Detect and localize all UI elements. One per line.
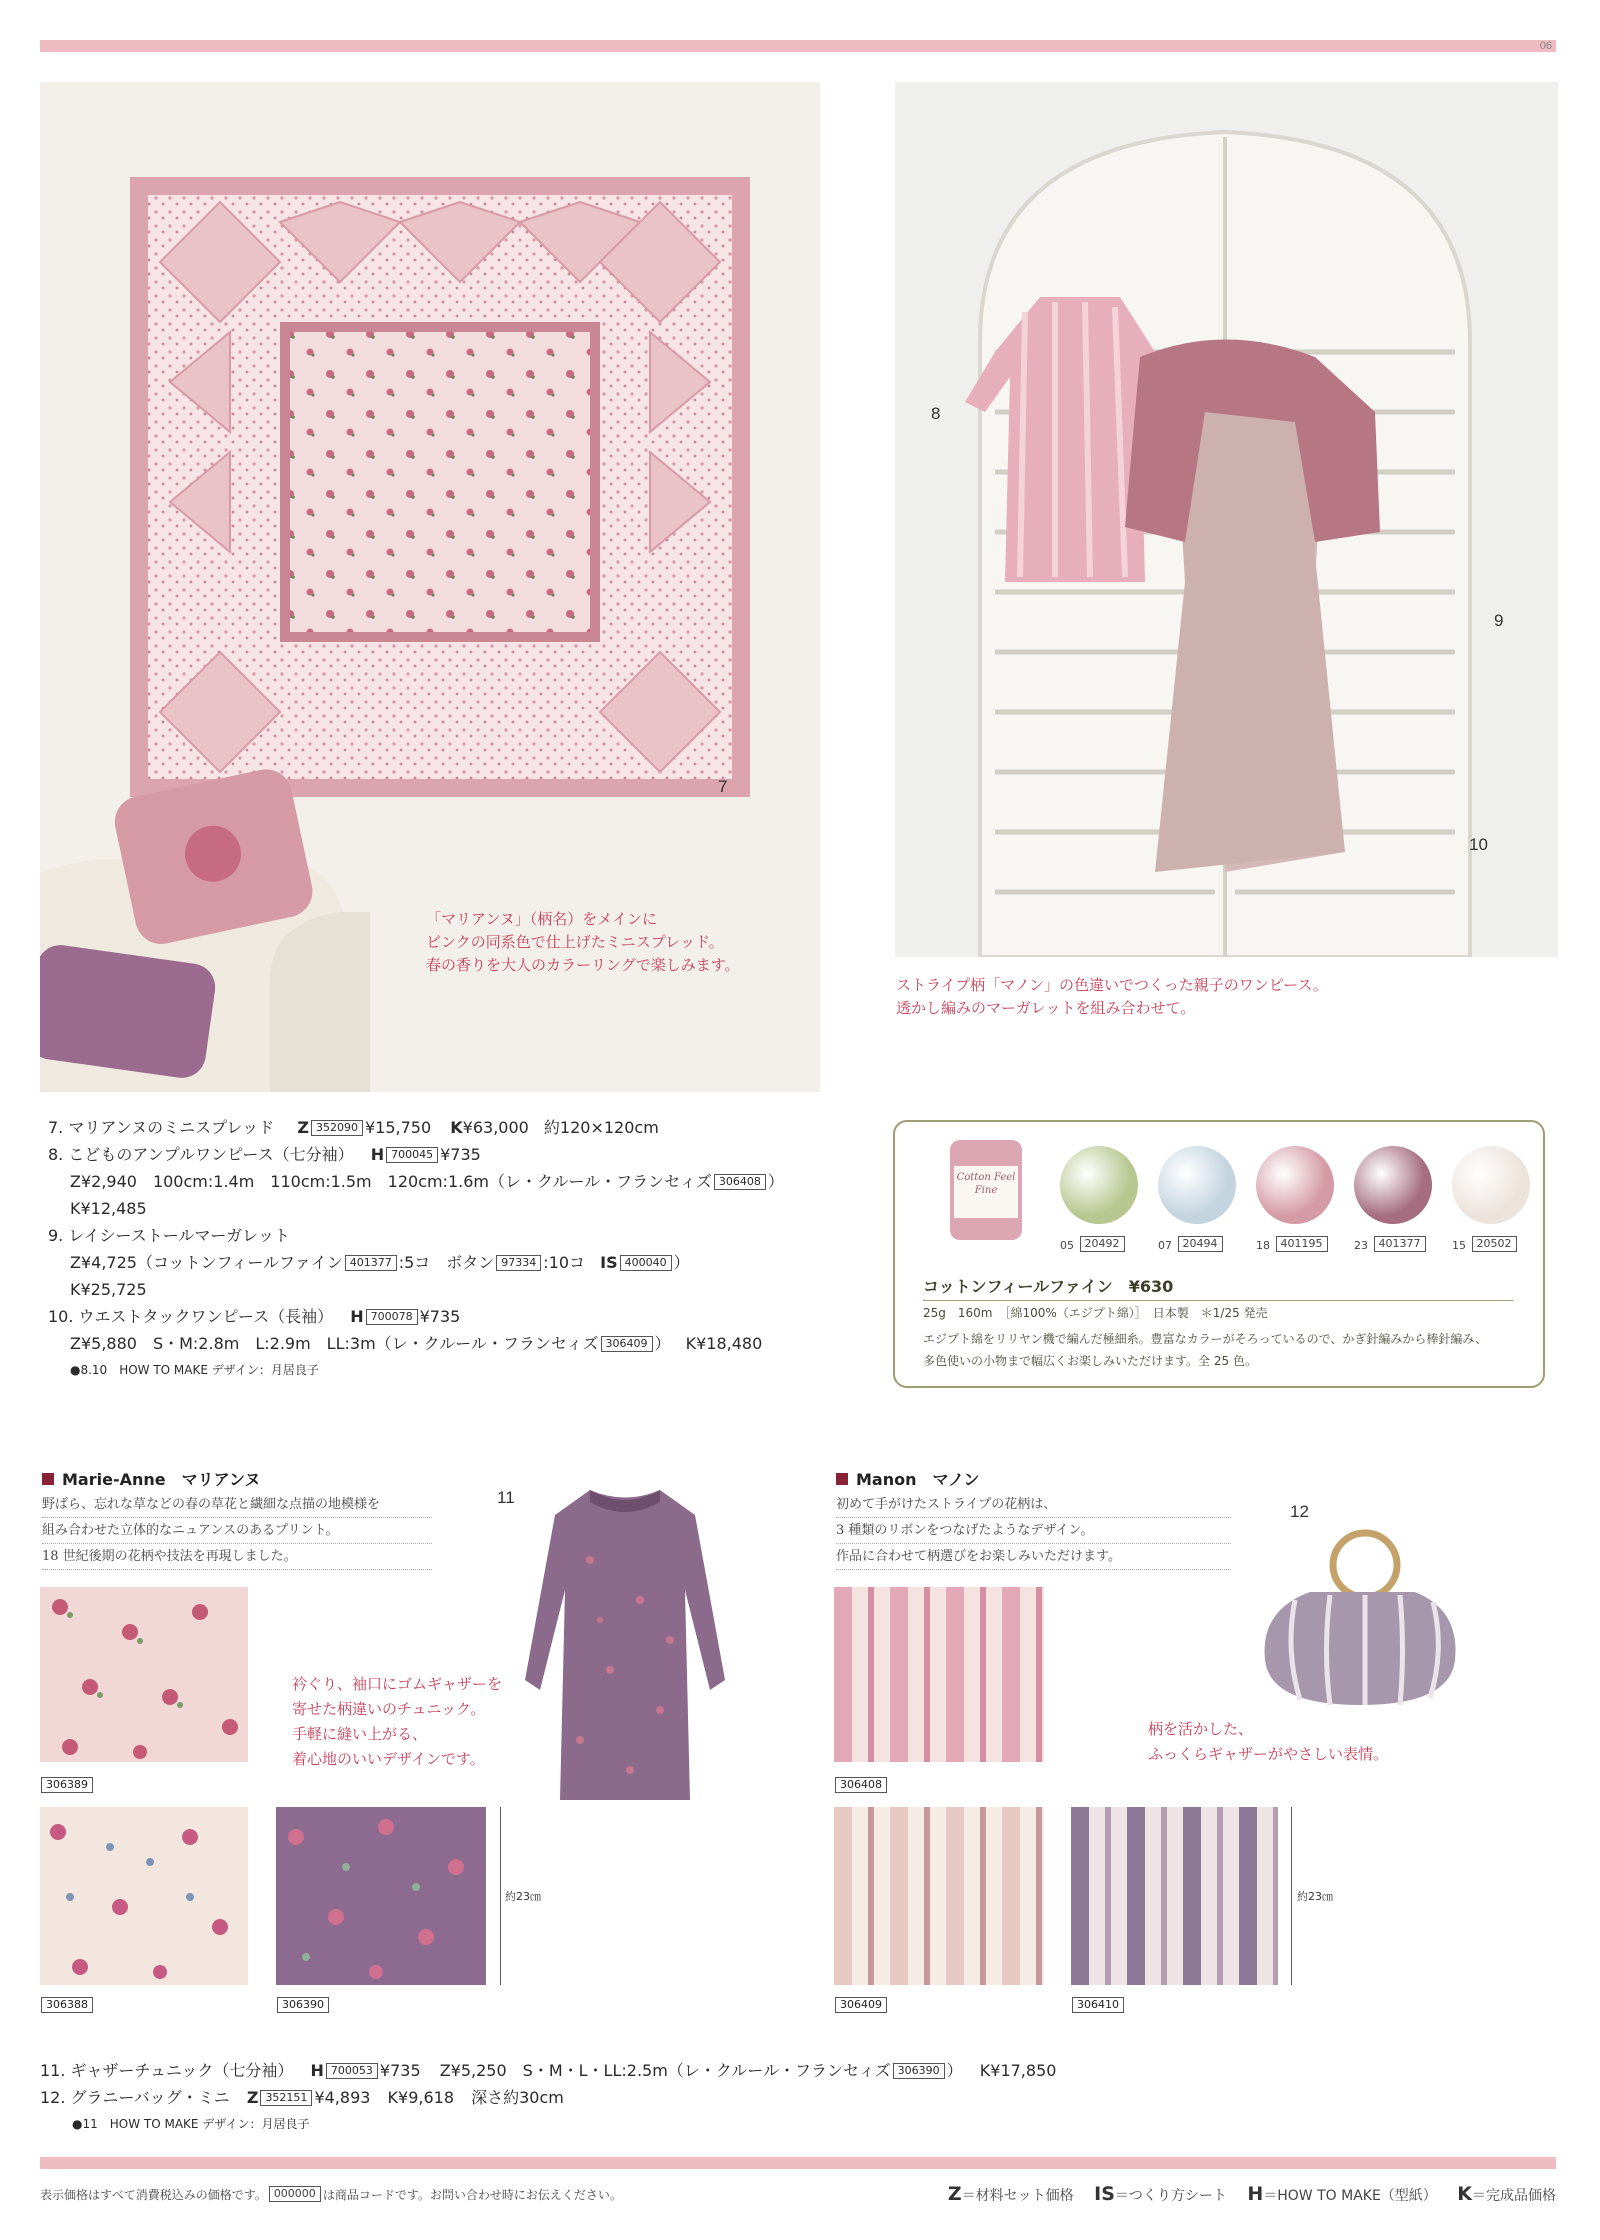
fabric-swatch-306388 — [40, 1807, 248, 1985]
yarn-spec: 25g 160m ［綿100%（エジプト綿）］ 日本製 ＊1/25 発売 — [923, 1306, 1268, 1320]
product-10-detail: Z¥5,880 S・M:2.8m L:2.9m LL:3m（レ・クルール・フランセィズ 306409 ） K¥18,480 — [70, 1334, 763, 1353]
product-12: 12. グラニーバッグ・ミニ Z 352151 ¥4,893 K¥9,618 深さ約30cm — [40, 2088, 564, 2107]
bag-illustration — [1255, 1520, 1460, 1715]
swatch-code-306410: 306410 — [1072, 1997, 1124, 2013]
product-list-bottom — [40, 2057, 1240, 2138]
product-8-price: K¥12,485 — [70, 1199, 147, 1218]
product-11: 11. ギャザーチュニック（七分袖） H 700053 ¥735 Z¥5,250 S・M・L・LL:2.5m（レ・クルール・フランセィズ 306390 ） K¥17,850 — [40, 2061, 1057, 2080]
yarn-code-07: 07 20494 — [1158, 1236, 1225, 1252]
yarn-code-23: 23 401377 — [1354, 1236, 1428, 1252]
top-accent-bar — [40, 40, 1556, 52]
tunic-illustration — [520, 1470, 730, 1805]
item-number-12: 12 — [1290, 1502, 1309, 1521]
dimension-line — [1291, 1807, 1292, 1985]
photo-number-8: 8 — [931, 404, 941, 423]
swatch-code-306388: 306388 — [41, 1997, 93, 2013]
manon-description: 初めて手がけたストライプの花柄は、 3 種類のリボンをつなげたようなデザイン。 作品に合わせて柄選びをお楽しみいただけます。 — [836, 1492, 1231, 1570]
product-8-detail: Z¥2,940 100cm:1.4m 110cm:1.5m 120cm:1.6m（レ・クルール・フランセィズ 306408 ） — [70, 1172, 784, 1191]
manon-heading: Manon マノン — [836, 1467, 979, 1490]
product-8: 8. こどものアンプルワンピース（七分袖） H 700045 ¥735 — [48, 1145, 481, 1164]
swatch-code-306389: 306389 — [41, 1777, 93, 1793]
bottom-accent-bar — [40, 2157, 1556, 2169]
fabric-swatch-306409 — [834, 1807, 1044, 1985]
tunic-caption: 衿ぐり、袖口にゴムギャザーを 寄せた柄違いのチュニック。 手軽に縫い上がる、 着心地のいいデザインです。 — [292, 1675, 503, 1768]
item-number-11: 11 — [497, 1488, 515, 1507]
quilt-caption: 「マリアンヌ」（柄名）をメインに ピンクの同系色で仕上げたミニスプレッド。 春の香りを大人のカラーリングで楽しみます。 — [426, 910, 740, 974]
photo-number-10: 10 — [1469, 835, 1488, 854]
footer-note: 表示価格はすべて消費税込みの価格です。 000000 は商品コードです。お問い合わせ時にお伝えください。 — [40, 2187, 622, 2202]
yarn-label: Cotton Feel Fine — [954, 1166, 1018, 1218]
marie-anne-description: 野ばら、忘れな草などの春の草花と繊細な点描の地模様を 組み合わせた立体的なニュアンスのあるプリント。 18 世紀後期の花柄や技法を再現しました。 — [42, 1492, 432, 1570]
photo-number-7: 7 — [718, 777, 728, 796]
yarn-title: コットンフィールファイン ¥630 — [923, 1274, 1513, 1301]
bag-photo — [1255, 1520, 1460, 1715]
marie-anne-heading: Marie-Anne マリアンヌ — [42, 1467, 260, 1490]
yarn-code-15: 15 20502 — [1452, 1236, 1519, 1252]
product-7: 7. マリアンヌのミニスプレッド Z 352090 ¥15,750 K¥63,000 約120×120cm — [48, 1118, 659, 1137]
dresses-caption: ストライプ柄「マノン」の色違いでつくった親子のワンピース。 透かし編みのマーガレットを組み合わせて。 — [896, 976, 1328, 1017]
heading-square-icon — [42, 1473, 54, 1485]
bag-caption: 柄を活かした、 ふっくらギャザーがやさしい表情。 — [1148, 1720, 1389, 1763]
yarn-ball-05 — [1060, 1146, 1138, 1224]
yarn-code-18: 18 401195 — [1256, 1236, 1330, 1252]
fabric-swatch-306410 — [1071, 1807, 1278, 1985]
heading-square-icon — [836, 1473, 848, 1485]
dimension-label: 約23㎝ — [505, 1890, 541, 1903]
yarn-info-box — [893, 1120, 1545, 1388]
fabric-swatch-306389 — [40, 1587, 248, 1762]
dimension-line — [500, 1807, 501, 1985]
yarn-desc: エジプト綿をリリヤン機で編んだ極細糸。豊富なカラーがそろっているので、かぎ針編みから棒針編み、 多色使いの小物まで幅広くお楽しみいただけます。全 25 色。 — [923, 1332, 1488, 1368]
product-8-10-note: ●8.10 HOW TO MAKE デザイン：月居良子 — [70, 1363, 319, 1377]
product-11-note: ●11 HOW TO MAKE デザイン：月居良子 — [72, 2117, 310, 2131]
swatch-code-306408: 306408 — [835, 1777, 887, 1793]
rose-pattern-purple — [276, 1807, 486, 1985]
yarn-ball-15 — [1452, 1146, 1530, 1224]
yarn-code-05: 05 20492 — [1060, 1236, 1127, 1252]
photo-number-9: 9 — [1494, 611, 1504, 630]
yarn-ball-18 — [1256, 1146, 1334, 1224]
product-10: 10. ウエストタックワンピース（長袖） H 700078 ¥735 — [48, 1307, 461, 1326]
page-number: 06 — [1539, 40, 1552, 52]
price-legend: Z＝材料セット価格 IS＝つくり方シート H＝HOW TO MAKE（型紙） K＝完成品価格 — [947, 2183, 1556, 2205]
swatch-code-306390: 306390 — [277, 1997, 329, 2013]
swatch-code-306409: 306409 — [835, 1997, 887, 2013]
product-9-price: K¥25,725 — [70, 1280, 147, 1299]
yarn-ball-07 — [1158, 1146, 1236, 1224]
product-9-detail: Z¥4,725（コットンフィールファイン 401377 :5コ ボタン 97334 :10コ IS 400040 ） — [70, 1253, 690, 1272]
rose-pattern-cream — [40, 1807, 248, 1985]
yarn-ball-23 — [1354, 1146, 1432, 1224]
tunic-photo — [520, 1470, 730, 1805]
product-9: 9. レイシーストールマーガレット — [48, 1226, 290, 1245]
dimension-label: 約23㎝ — [1297, 1890, 1333, 1903]
fabric-swatch-306408 — [834, 1587, 1044, 1762]
product-list-top — [48, 1114, 878, 1384]
fabric-swatch-306390 — [276, 1807, 486, 1985]
rose-pattern-pink — [40, 1587, 248, 1762]
yarn-skein-image — [950, 1140, 1022, 1240]
dresses-illustration — [895, 82, 1558, 957]
dresses-photo — [895, 82, 1558, 957]
